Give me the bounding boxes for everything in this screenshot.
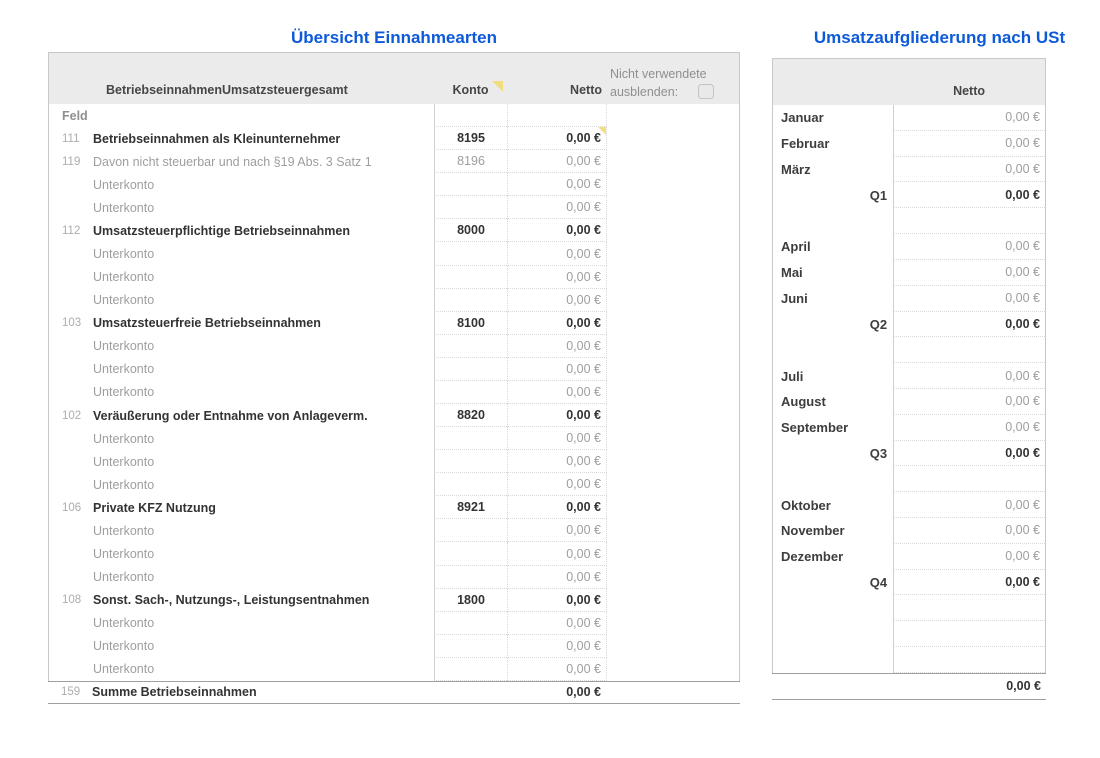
vat-row [773, 492, 1045, 518]
netto-cell[interactable]: 0,00 € [507, 519, 607, 542]
netto-cell[interactable]: 0,00 € [507, 381, 607, 404]
konto-cell[interactable] [434, 450, 507, 473]
netto-cell[interactable]: 0,00 € [893, 441, 1045, 467]
field-number: 159 [61, 686, 81, 699]
category-label: Unterkonto [93, 523, 155, 538]
netto-cell[interactable] [893, 208, 1045, 234]
field-number [49, 542, 89, 565]
column-header-konto [434, 83, 507, 104]
netto-cell[interactable]: 0,00 € [507, 496, 607, 519]
vat-row [773, 312, 1045, 338]
netto-cell[interactable]: 0,00 € [893, 157, 1045, 183]
category-label: Unterkonto [93, 385, 155, 400]
period-label [773, 337, 893, 363]
spacer-cell [607, 658, 739, 681]
period-label: November [781, 523, 845, 539]
income-table [48, 52, 740, 704]
field-number [49, 427, 89, 450]
income-row [49, 266, 739, 289]
konto-cell[interactable]: 8196 [434, 150, 507, 173]
period-label: Juli [781, 368, 804, 384]
netto-cell[interactable]: 0,00 € [893, 389, 1045, 415]
netto-cell[interactable]: 0,00 € [507, 450, 607, 473]
field-number: 119 [62, 155, 81, 168]
netto-cell[interactable] [893, 647, 1045, 673]
category-label: Sonst. Sach-, Nutzungs-, Leistungsentnahmen [93, 593, 370, 608]
category-label: Unterkonto [93, 454, 155, 469]
spacer-cell [607, 404, 739, 427]
spacer-cell [607, 589, 739, 612]
konto-cell[interactable] [434, 542, 507, 565]
spacer-cell [607, 335, 739, 358]
income-table-body [48, 104, 740, 681]
income-row [49, 242, 739, 265]
category-label: Unterkonto [93, 247, 155, 261]
spacer-cell [607, 358, 739, 381]
konto-cell[interactable] [434, 566, 507, 589]
konto-cell[interactable] [434, 242, 507, 265]
netto-cell[interactable] [893, 595, 1045, 621]
field-number [49, 266, 89, 289]
period-label: Q1 [869, 187, 888, 203]
vat-row [773, 234, 1045, 260]
vat-row [773, 337, 1045, 363]
field-number [49, 658, 89, 681]
spacer-cell [607, 566, 739, 589]
netto-cell[interactable]: 0,00 € [893, 182, 1045, 208]
category-label: Unterkonto [93, 570, 155, 585]
category-label: Unterkonto [93, 477, 155, 492]
category-label [89, 104, 434, 127]
field-number [49, 173, 89, 196]
vat-row [773, 415, 1045, 441]
netto-cell[interactable] [507, 104, 607, 127]
spacer-cell [607, 519, 739, 542]
spacer-cell [607, 381, 739, 404]
netto-cell[interactable]: 0,00 € [893, 492, 1045, 518]
vat-row [773, 105, 1045, 131]
konto-cell[interactable] [434, 635, 507, 658]
field-number [49, 612, 89, 635]
konto-cell[interactable]: 8100 [434, 312, 507, 335]
vat-row [773, 544, 1045, 570]
income-row [49, 635, 739, 658]
period-label [773, 595, 893, 621]
income-total-row [48, 681, 740, 704]
spacer-cell [607, 219, 739, 242]
konto-cell[interactable] [434, 658, 507, 681]
vat-row [773, 182, 1045, 208]
netto-cell[interactable]: 0,00 € [507, 473, 607, 496]
field-number [49, 566, 89, 589]
vat-total-value[interactable]: 0,00 € [1006, 679, 1041, 694]
netto-cell[interactable]: 0,00 € [507, 266, 607, 289]
hide-unused-label-line1: Nicht verwendete [610, 67, 707, 81]
netto-cell[interactable] [893, 621, 1045, 647]
period-label: Juni [781, 291, 808, 307]
netto-cell[interactable]: 0,00 € [507, 542, 607, 565]
hide-unused-label-line2: ausblenden: [610, 84, 679, 99]
netto-cell[interactable]: 0,00 € [893, 518, 1045, 544]
income-table-header [48, 52, 740, 104]
konto-cell[interactable] [434, 519, 507, 542]
spacer-cell [607, 427, 739, 450]
field-number [49, 242, 89, 265]
netto-cell[interactable]: 0,00 € [507, 312, 607, 335]
spacer-cell [607, 289, 739, 312]
column-header-netto: Netto [570, 83, 602, 97]
field-number [49, 289, 89, 312]
income-row [49, 496, 739, 519]
spacer-cell [607, 150, 739, 173]
category-label: Unterkonto [93, 339, 155, 354]
vat-row [773, 363, 1045, 389]
netto-cell[interactable]: 0,00 € [507, 242, 607, 265]
vat-row [773, 466, 1045, 492]
vat-row [773, 131, 1045, 157]
income-row [49, 566, 739, 589]
category-label: Davon nicht steuerbar und nach §19 Abs. 3 Satz 1 [93, 154, 372, 169]
konto-cell[interactable]: 1800 [434, 589, 507, 612]
category-label: Umsatzsteuerfreie Betriebseinnahmen [93, 316, 321, 331]
category-label: Unterkonto [93, 616, 155, 631]
income-total-value[interactable]: 0,00 € [566, 685, 601, 700]
vat-row [773, 286, 1045, 312]
period-label [773, 208, 893, 234]
konto-cell[interactable] [434, 358, 507, 381]
period-label: Mai [781, 265, 803, 281]
vat-row [773, 647, 1045, 673]
netto-cell[interactable]: 0,00 € [893, 312, 1045, 338]
income-overview-title: Übersicht Einnahmearten [291, 28, 497, 47]
hide-unused-control [607, 67, 739, 104]
period-label: Q4 [869, 575, 888, 591]
period-label: April [781, 239, 811, 255]
category-label: Unterkonto [93, 431, 155, 446]
spacer-cell [607, 266, 739, 289]
income-row [49, 127, 739, 150]
period-label: August [781, 394, 826, 410]
field-number: 112 [62, 224, 81, 237]
income-row [49, 150, 739, 173]
spacer-cell [607, 173, 739, 196]
income-row [49, 312, 739, 335]
vat-row [773, 441, 1045, 467]
spacer-cell [607, 127, 739, 150]
income-row [49, 104, 739, 127]
spacer-cell [607, 473, 739, 496]
netto-cell[interactable]: 0,00 € [893, 363, 1045, 389]
vat-table-header [772, 58, 1046, 105]
netto-cell[interactable]: 0,00 € [893, 286, 1045, 312]
category-label: Umsatzsteuerpflichtige Betriebseinnahmen [93, 223, 351, 238]
field-number [49, 635, 89, 658]
netto-cell[interactable] [893, 466, 1045, 492]
spacer-cell [607, 104, 739, 127]
category-label: Private KFZ Nutzung [93, 500, 216, 515]
konto-cell[interactable]: 8921 [434, 496, 507, 519]
konto-cell[interactable] [434, 612, 507, 635]
netto-cell[interactable]: 0,00 € [507, 335, 607, 358]
field-number: 102 [62, 409, 82, 422]
field-number [49, 196, 89, 219]
field-number: 108 [62, 594, 82, 607]
income-row [49, 335, 739, 358]
vat-row [773, 570, 1045, 596]
category-label: Betriebseinnahmen als Kleinunternehmer [93, 131, 341, 146]
category-label: Veräußerung oder Entnahme von Anlageverm. [93, 408, 368, 423]
spacer-cell [607, 612, 739, 635]
income-row [49, 427, 739, 450]
period-label: Q2 [869, 316, 888, 332]
income-row [49, 473, 739, 496]
spacer-cell [607, 496, 739, 519]
netto-cell[interactable]: 0,00 € [507, 589, 607, 612]
field-number [49, 358, 89, 381]
spacer-cell [607, 635, 739, 658]
period-label: März [781, 162, 811, 178]
period-label: Januar [781, 110, 824, 126]
spacer-cell [606, 682, 740, 703]
income-row [49, 381, 739, 404]
spacer-cell [607, 312, 739, 335]
income-row [49, 404, 739, 427]
income-row [49, 658, 739, 681]
category-label: Unterkonto [93, 547, 155, 562]
netto-cell[interactable]: 0,00 € [507, 127, 607, 150]
netto-cell[interactable]: 0,00 € [507, 566, 607, 589]
vat-total-row [772, 673, 1046, 700]
income-row [49, 542, 739, 565]
konto-cell[interactable] [434, 289, 507, 312]
income-row [49, 612, 739, 635]
field-number [49, 335, 89, 358]
field-number [49, 450, 89, 473]
netto-cell[interactable]: 0,00 € [507, 612, 607, 635]
netto-cell[interactable]: 0,00 € [507, 196, 607, 219]
income-row [49, 358, 739, 381]
netto-cell[interactable]: 0,00 € [507, 358, 607, 381]
income-row [49, 173, 739, 196]
vat-breakdown-title: Umsatzaufgliederung nach USt [813, 28, 1066, 47]
netto-cell[interactable]: 0,00 € [893, 131, 1045, 157]
netto-cell[interactable]: 0,00 € [507, 150, 607, 173]
income-row [49, 519, 739, 542]
period-label [773, 647, 893, 673]
vat-row [773, 595, 1045, 621]
category-label: Unterkonto [93, 293, 155, 308]
konto-cell[interactable]: 8195 [434, 127, 507, 150]
netto-cell[interactable]: 0,00 € [507, 173, 607, 196]
netto-cell[interactable]: 0,00 € [893, 105, 1045, 131]
category-label: Unterkonto [93, 270, 155, 285]
field-number [49, 381, 89, 404]
period-label: Oktober [781, 497, 831, 513]
period-label [773, 466, 893, 492]
field-number [49, 473, 89, 496]
konto-cell[interactable] [434, 427, 507, 450]
category-label: Unterkonto [93, 662, 155, 677]
konto-cell[interactable] [434, 173, 507, 196]
category-label: Unterkonto [93, 200, 155, 215]
period-label: Q3 [869, 445, 888, 461]
vat-row [773, 260, 1045, 286]
netto-cell[interactable]: 0,00 € [507, 635, 607, 658]
vat-table-body [772, 105, 1046, 673]
income-row [49, 196, 739, 219]
spacer-cell [607, 450, 739, 473]
income-row [49, 219, 739, 242]
field-number [49, 519, 89, 542]
field-number: 106 [62, 501, 82, 514]
vat-row [773, 157, 1045, 183]
period-label: Dezember [781, 549, 844, 565]
vat-row [773, 621, 1045, 647]
konto-cell[interactable] [434, 266, 507, 289]
period-label: September [781, 420, 849, 436]
konto-cell [433, 682, 506, 703]
konto-cell[interactable]: 8000 [434, 219, 507, 242]
netto-cell[interactable] [893, 337, 1045, 363]
konto-header-label: Konto [452, 83, 489, 97]
netto-cell[interactable]: 0,00 € [507, 658, 607, 681]
period-label: Februar [781, 136, 830, 152]
netto-cell[interactable]: 0,00 € [893, 234, 1045, 260]
netto-cell[interactable]: 0,00 € [893, 260, 1045, 286]
income-row [49, 289, 739, 312]
netto-cell[interactable]: 0,00 € [893, 415, 1045, 441]
vat-table [772, 58, 1046, 700]
konto-cell[interactable] [434, 196, 507, 219]
konto-cell[interactable] [434, 381, 507, 404]
spacer-cell [607, 196, 739, 219]
category-label: Unterkonto [93, 177, 155, 192]
income-row [49, 450, 739, 473]
spacer-cell [607, 242, 739, 265]
income-row [49, 589, 739, 612]
category-label: Unterkonto [93, 362, 155, 377]
konto-cell[interactable] [434, 104, 507, 127]
netto-cell[interactable]: 0,00 € [893, 570, 1045, 596]
vat-row [773, 518, 1045, 544]
field-number: 111 [62, 132, 80, 145]
period-label [773, 621, 893, 647]
income-total-label: Summe Betriebseinnahmen [92, 685, 257, 700]
netto-cell[interactable]: 0,00 € [507, 404, 607, 427]
vat-row [773, 389, 1045, 415]
category-label: Unterkonto [93, 639, 155, 654]
field-number: Feld [62, 108, 88, 123]
column-header-betriebseinnahmen: BetriebseinnahmenUmsatzsteuergesamt [106, 83, 348, 97]
field-number: 103 [62, 317, 82, 330]
hide-unused-checkbox[interactable] [698, 84, 714, 99]
netto-cell[interactable]: 0,00 € [507, 219, 607, 242]
netto-cell[interactable]: 0,00 € [507, 427, 607, 450]
spacer-cell [607, 542, 739, 565]
vat-row [773, 208, 1045, 234]
konto-cell[interactable]: 8820 [434, 404, 507, 427]
netto-cell[interactable]: 0,00 € [507, 289, 607, 312]
netto-cell[interactable]: 0,00 € [893, 544, 1045, 570]
konto-cell[interactable] [434, 335, 507, 358]
column-header-netto: Netto [953, 84, 986, 98]
comment-marker-icon[interactable] [492, 81, 503, 92]
konto-cell[interactable] [434, 473, 507, 496]
